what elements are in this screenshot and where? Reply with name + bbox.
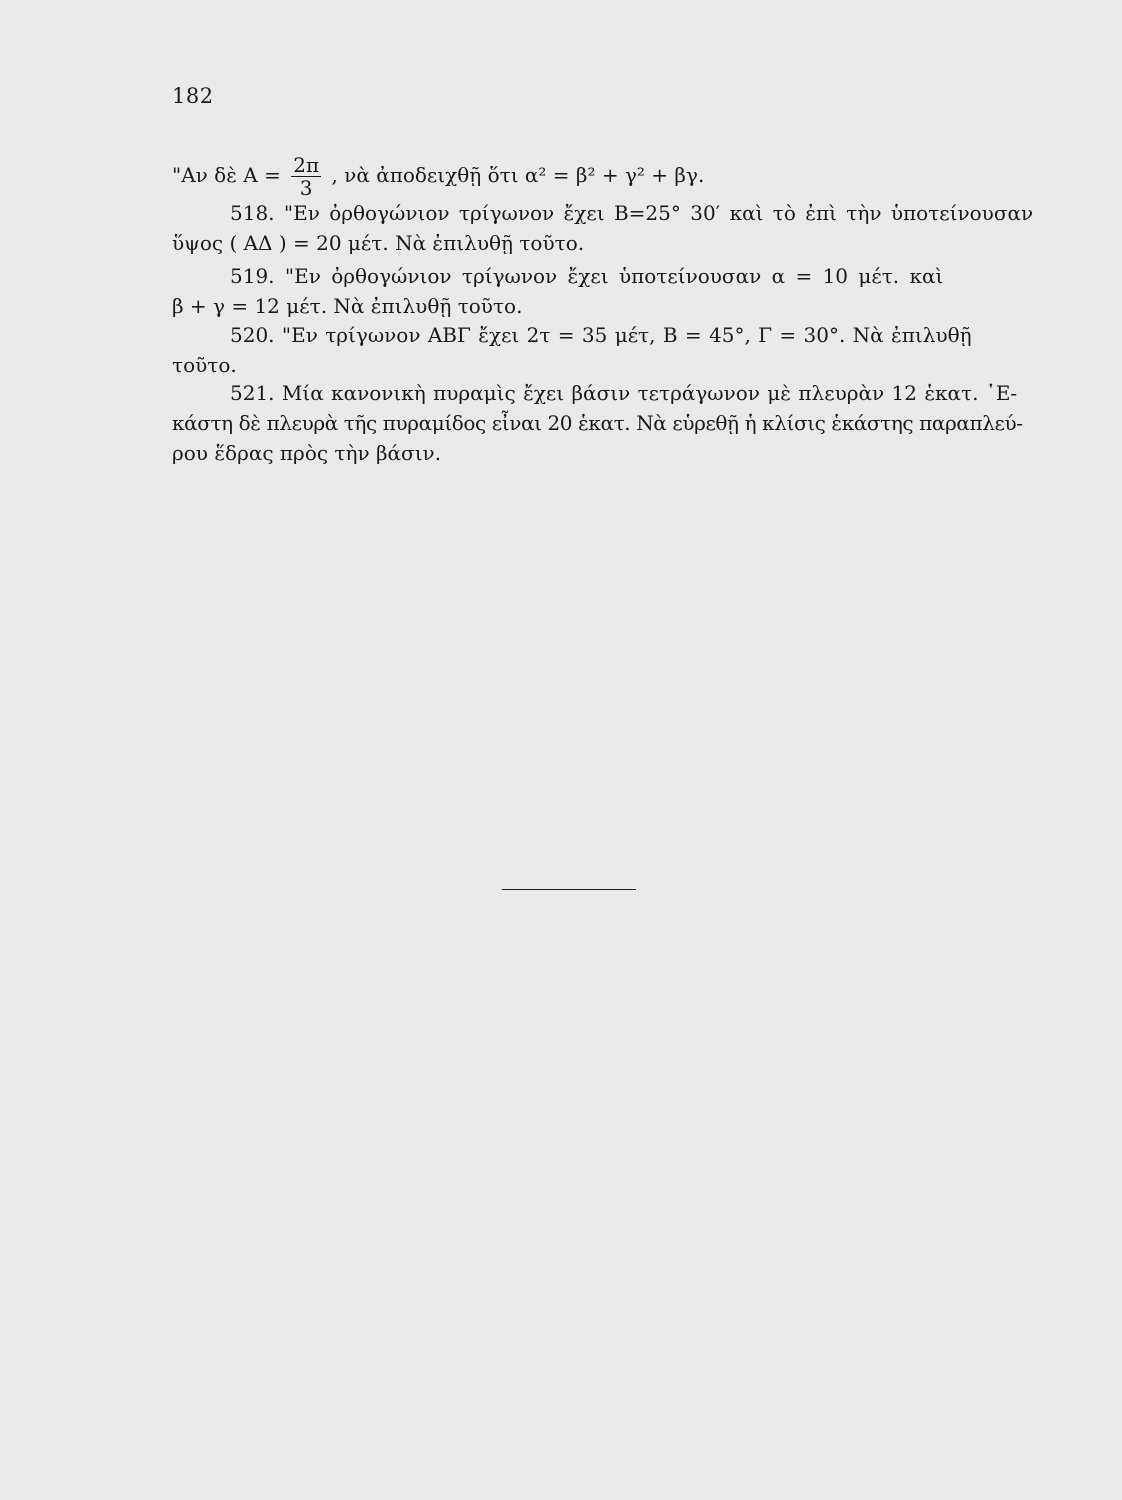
- exercise-518-line-2: ὕψος ( ΑΔ ) = 20 μέτ. Νὰ ἐπιλυθῇ τοῦτο.: [172, 231, 585, 255]
- exercise-518-line-1: 518. "Εν ὀρθογώνιον τρίγωνον ἔχει Β=25° 30′ καὶ τὸ ἐπὶ τὴν ὑποτείνουσαν: [230, 201, 1034, 225]
- intro-tail: , νὰ ἀποδειχθῇ ὅτι α² = β² + γ² + βγ.: [331, 163, 705, 187]
- exercise-520-line-1: 520. "Εν τρίγωνον ΑΒΓ ἔχει 2τ = 35 μέτ, Β = 45°, Γ = 30°. Νὰ ἐπιλυθῇ: [230, 323, 972, 347]
- exercise-520-line-2: τοῦτο.: [172, 353, 237, 377]
- exercise-521-line-2: κάστη δὲ πλευρὰ τῆς πυραμίδος εἶναι 20 ἑκατ. Νὰ εὑρεθῇ ἡ κλίσις ἑκάστης παραπλεύ-: [172, 411, 1023, 435]
- intro-lead: "Αν δὲ Α =: [172, 163, 281, 187]
- exercise-519-line-2: β + γ = 12 μέτ. Νὰ ἐπιλυθῇ τοῦτο.: [172, 294, 523, 318]
- page-number: 182: [172, 84, 214, 108]
- fraction-denominator: 3: [299, 176, 313, 200]
- section-end-rule: [502, 889, 636, 890]
- intro-equation: [172, 154, 704, 199]
- fraction: [291, 154, 321, 199]
- fraction-numerator: 2π: [293, 153, 320, 177]
- exercise-521-line-3: ρου ἕδρας πρὸς τὴν βάσιν.: [172, 441, 442, 465]
- exercise-521-line-1: 521. Μία κανονικὴ πυραμὶς ἔχει βάσιν τετράγωνον μὲ πλευρὰν 12 ἑκατ. ῾Ε-: [230, 381, 1018, 405]
- exercise-519-line-1: 519. "Εν ὀρθογώνιον τρίγωνον ἔχει ὑποτείνουσαν α = 10 μέτ. καὶ: [230, 264, 944, 288]
